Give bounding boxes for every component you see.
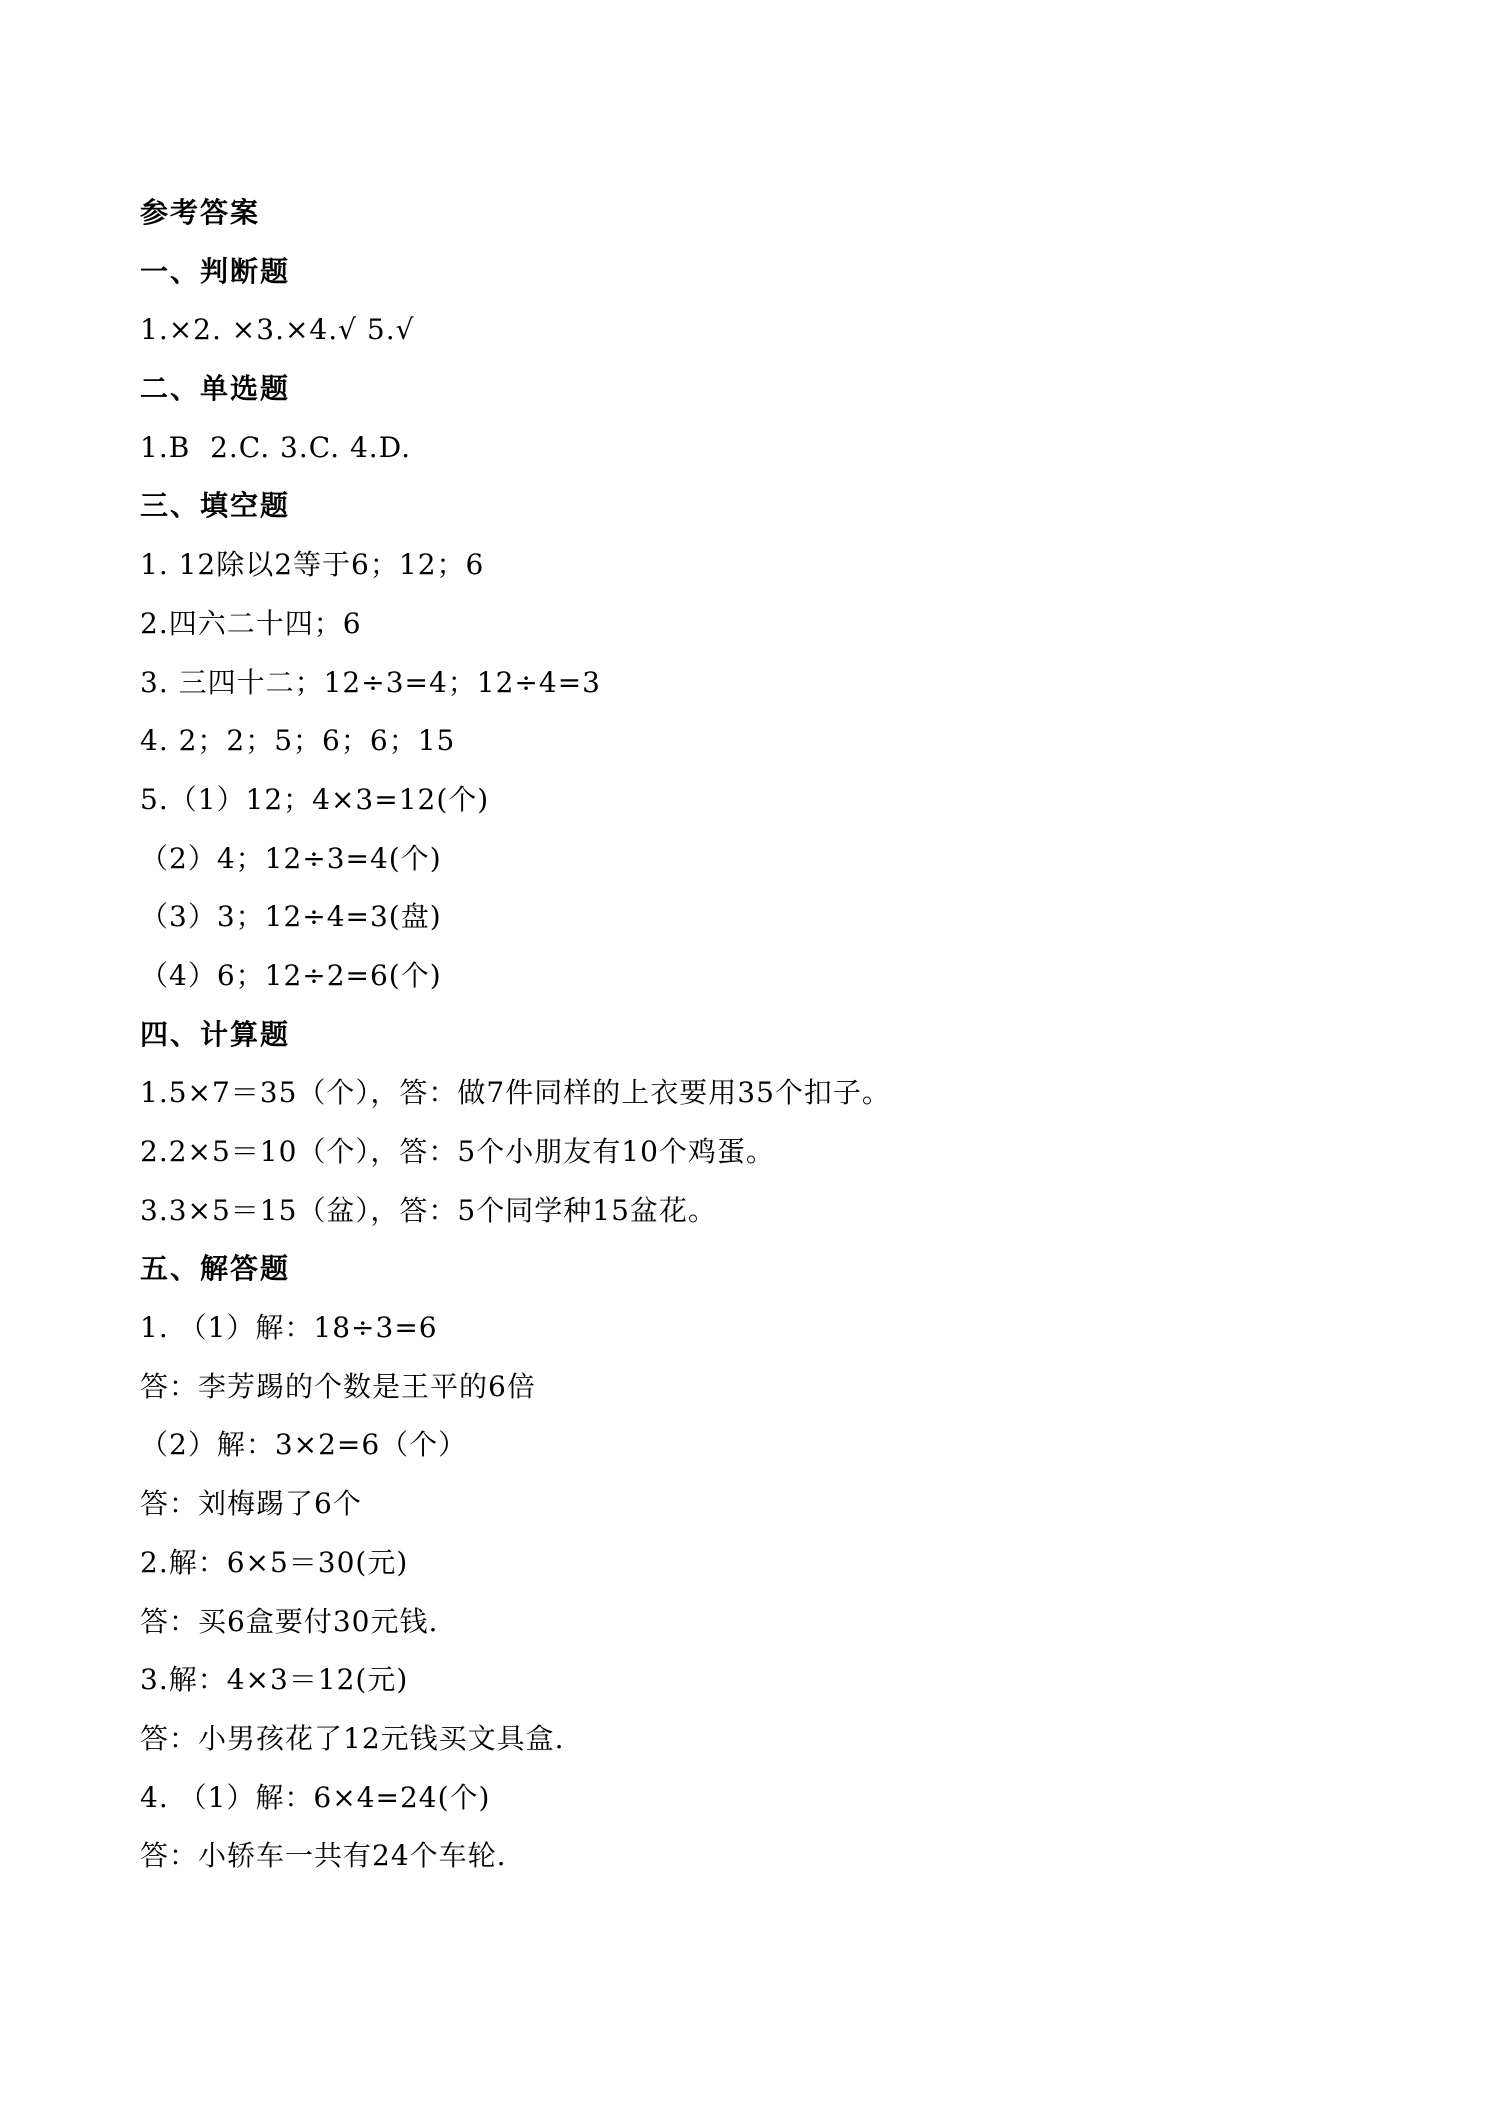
answer-line: 1. （1）解：18÷3=6: [140, 1311, 438, 1345]
answer-line: （2）解：3×2=6（个）: [140, 1428, 468, 1462]
answer-line: 答：李芳踢的个数是王平的6倍: [140, 1369, 536, 1403]
answer-line: 3. 三四十二；12÷3=4；12÷4=3: [140, 665, 601, 699]
answer-line: （3）3；12÷4=3(盘): [140, 900, 442, 934]
section-heading-problem-solving: 五、解答题: [140, 1252, 291, 1286]
answer-line: 2.2×5＝10（个），答：5个小朋友有10个鸡蛋。: [140, 1135, 775, 1168]
section-heading-calculation: 四、计算题: [140, 1017, 291, 1051]
answer-line: 答：刘梅踢了6个: [140, 1487, 362, 1521]
answer-line: 2.解：6×5＝30(元): [140, 1545, 409, 1579]
answer-line: 答：小轿车一共有24个车轮.: [140, 1839, 507, 1873]
answer-line: 1.×2. ×3.×4.√ 5.√: [140, 313, 415, 347]
answer-line: 答：买6盒要付30元钱.: [140, 1604, 439, 1638]
answer-line: （4）6；12÷2=6(个): [140, 958, 442, 992]
section-heading-fill-in-blank: 三、填空题: [140, 489, 291, 523]
answer-line: 2.四六二十四；6: [140, 606, 362, 640]
answer-line: 1.5×7＝35（个），答：做7件同样的上衣要用35个扣子。: [140, 1076, 891, 1110]
answer-key-content: [140, 188, 1360, 1890]
answer-line: 答：小男孩花了12元钱买文具盒.: [140, 1721, 565, 1755]
answer-line: 1. 12除以2等于6；12；6: [140, 548, 485, 582]
page-title: 参考答案: [140, 196, 261, 229]
section-heading-single-choice: 二、单选题: [140, 372, 291, 406]
answer-line: （2）4；12÷3=4(个): [140, 841, 442, 875]
answer-line: 1.B 2.C. 3.C. 4.D.: [140, 430, 412, 464]
answer-line: 3.解：4×3＝12(元): [140, 1663, 409, 1697]
answer-line: 4. （1）解：6×4=24(个): [140, 1780, 491, 1814]
section-heading-true-false: 一、判断题: [140, 254, 291, 288]
answer-line: 4. 2；2；5；6；6；15: [140, 724, 456, 758]
answer-line: 5.（1）12；4×3=12(个): [140, 782, 490, 816]
answer-line: 3.3×5＝15（盆），答：5个同学种15盆花。: [140, 1193, 717, 1227]
